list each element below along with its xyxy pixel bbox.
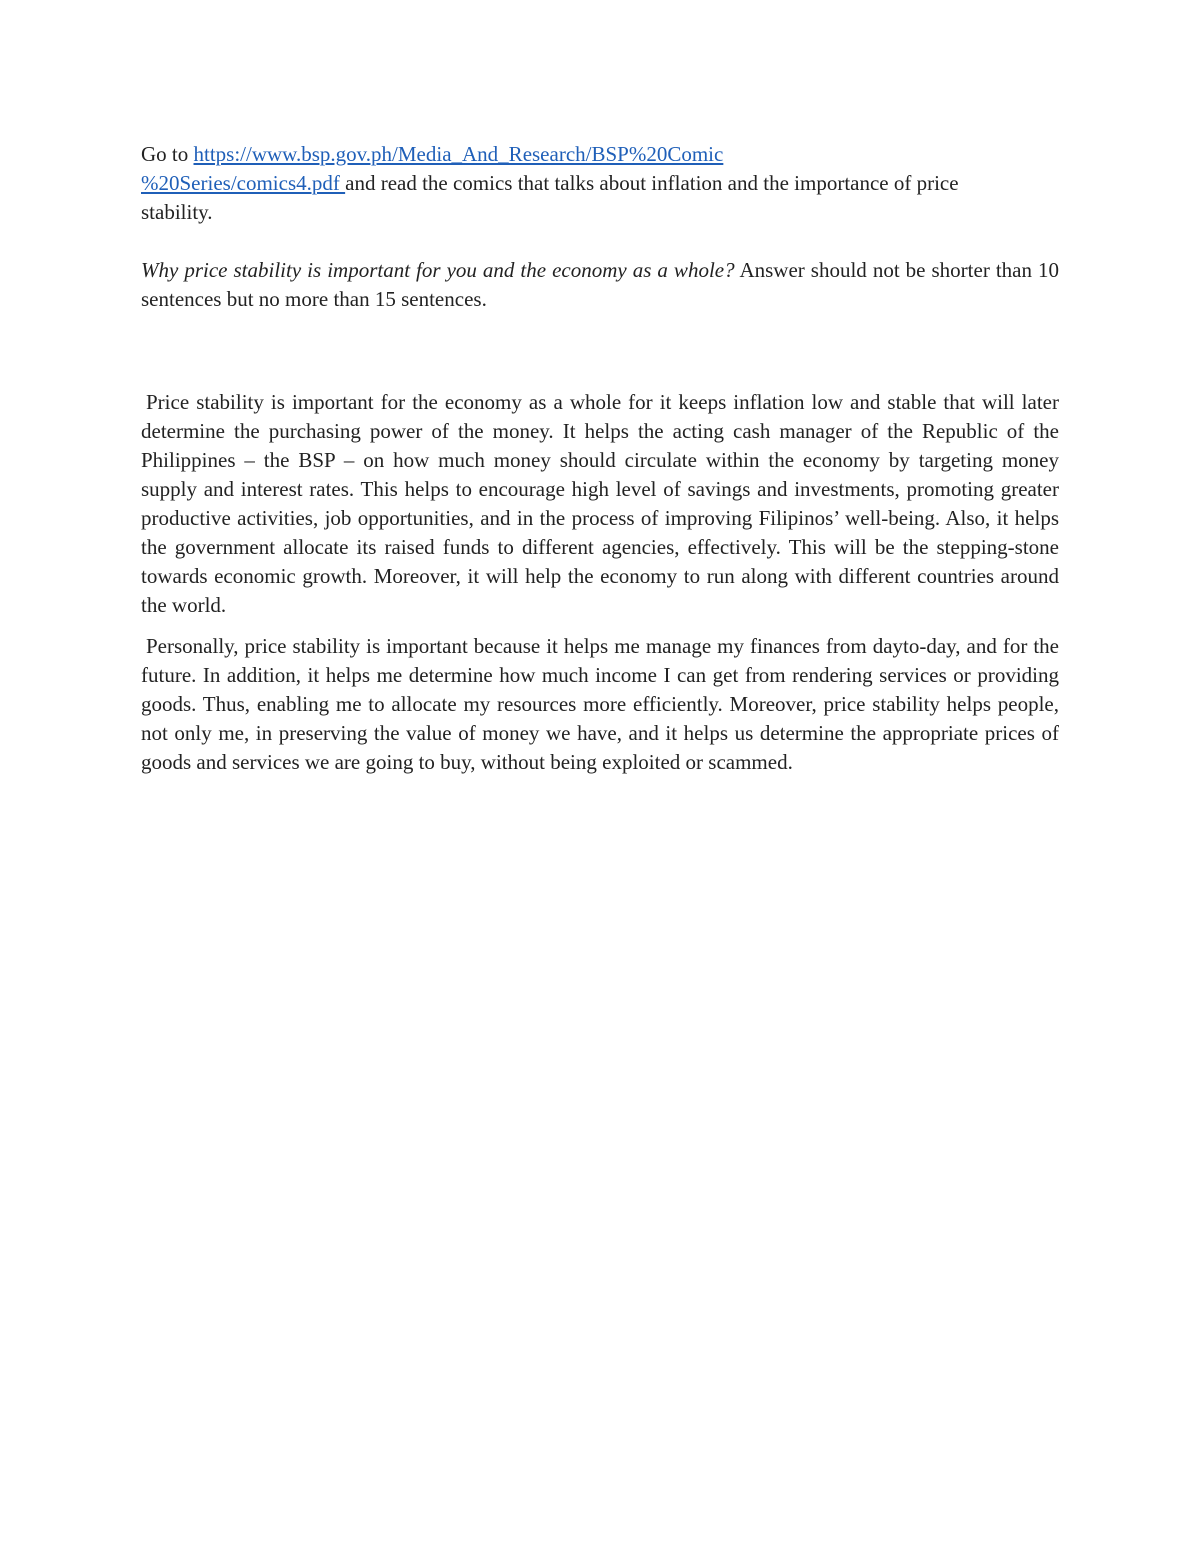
document-body: [141, 140, 1059, 789]
instructions-after-link: and read the comics that talks about inflation and the importance of price stability.: [141, 171, 959, 224]
instructions-go-to: Go to: [141, 142, 194, 166]
instructions-paragraph: [141, 140, 1001, 227]
link-text-line2: %20Series/comics4.pdf: [141, 171, 346, 195]
answer-section: [141, 388, 1059, 777]
question-prompt: Why price stability is important for you and the economy as a whole?: [141, 258, 735, 282]
answer-paragraph-1: Price stability is important for the economy as a whole for it keeps inflation low and stable that will later determine the purchasing power of the money. It helps the acting cash manager of the Republic of the Philippines – the BSP – on how much money should circulate within the economy by targeting money supply and interest rates. This helps to encourage high level of savings and investments, promoting greater productive activities, job opportunities, and in the process of improving Filipinos’ well-being. Also, it helps the government allocate its raised funds to different agencies, effectively. This will be the stepping-stone towards economic growth. Moreover, it will help the economy to run along with different countries around the world.: [141, 390, 1059, 617]
answer-paragraph-2: Personally, price stability is important because it helps me manage my finances from dayto-day, and for the future. In addition, it helps me determine how much income I can get from rendering services or providing goods. Thus, enabling me to allocate my resources more efficiently. Moreover, price stability helps people, not only me, in preserving the value of money we have, and it helps us determine the appropriate prices of goods and services we are going to buy, without being exploited or scammed.: [141, 634, 1059, 774]
link-text-line1: https://www.bsp.gov.ph/Media_And_Research/BSP%20Comic: [193, 142, 724, 166]
question-requirement: Answer should not be shorter than 10 sentences but no more than 15 sentences.: [141, 258, 1060, 311]
question-paragraph: [141, 256, 1059, 314]
